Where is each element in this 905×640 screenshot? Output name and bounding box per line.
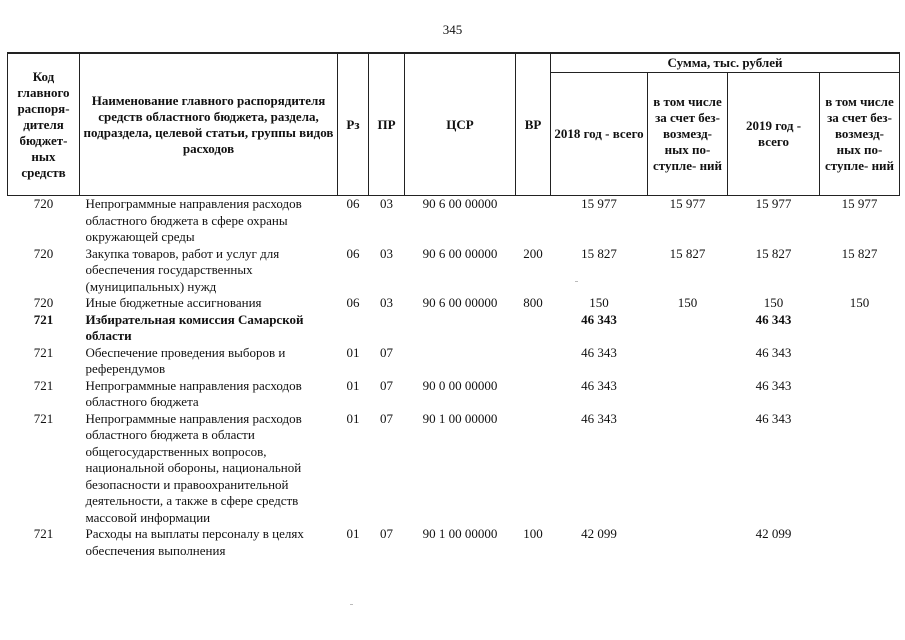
cell-s18: 46 343 <box>581 311 617 327</box>
table-row <box>8 378 900 411</box>
cell-s18: 46 343 <box>581 344 617 360</box>
cell-s19: 46 343 <box>755 377 792 393</box>
cell-rz: 01 <box>346 344 360 360</box>
cell-s19: 46 343 <box>755 311 792 327</box>
cell-rz: 01 <box>346 410 360 426</box>
cell-pr: 03 <box>380 245 393 261</box>
cell-code: 720 <box>33 196 54 211</box>
cell-b18 <box>648 312 728 345</box>
cell-b18: 150 <box>677 295 698 310</box>
cell-name: Непрограммные направления расходов областного бюджета <box>85 377 302 409</box>
header-vr: ВР <box>516 53 551 196</box>
cell-name: Непрограммные направления расходов областного бюджета в области общегосударственных вопросов, национальной обороны, национальной безопасности и правоохранительной деятельности, а также в сфере средств массовой информации <box>85 410 302 525</box>
cell-b19 <box>820 378 900 411</box>
cell-code: 721 <box>33 410 54 426</box>
page-number: 345 <box>442 22 463 37</box>
cell-csr <box>405 345 516 378</box>
cell-b19 <box>820 312 900 345</box>
cell-code: 720 <box>33 295 54 310</box>
cell-pr: 07 <box>380 410 393 426</box>
cell-code: 721 <box>33 377 54 393</box>
table-row <box>8 246 900 296</box>
cell-b19 <box>820 345 900 378</box>
cell-name: Избирательная комиссия Самарской области <box>85 311 304 343</box>
table-body <box>8 196 900 560</box>
cell-csr: 90 0 00 00000 <box>422 377 498 393</box>
cell-s18: 15 827 <box>581 245 617 261</box>
budget-table <box>7 52 900 559</box>
header-code: Код главного распоря- дителя бюджет- ных средств <box>8 53 80 196</box>
cell-vr: 200 <box>523 245 543 261</box>
cell-name: Иные бюджетные ассигнования <box>85 295 262 310</box>
cell-b18 <box>648 378 728 411</box>
cell-rz: 06 <box>346 295 360 310</box>
cell-csr <box>405 312 516 345</box>
cell-csr: 90 6 00 00000 <box>422 245 498 261</box>
header-pr: ПР <box>369 53 405 196</box>
cell-name: Закупка товаров, работ и услуг для обеспечения государственных (муниципальных) нужд <box>85 245 280 294</box>
cell-rz: 01 <box>346 526 360 541</box>
cell-s19: 15 827 <box>755 245 792 261</box>
cell-rz: 06 <box>346 196 360 211</box>
table-row <box>8 312 900 345</box>
cell-code: 721 <box>33 344 54 360</box>
header-sum-group: Сумма, тыс. рублей <box>551 53 900 73</box>
cell-vr <box>516 345 551 378</box>
cell-b18 <box>648 526 728 559</box>
cell-s18: 42 099 <box>581 526 617 541</box>
cell-b19 <box>820 411 900 527</box>
cell-pr <box>369 312 405 345</box>
cell-s18: 46 343 <box>581 377 617 393</box>
table-header <box>8 53 900 196</box>
table-row <box>8 411 900 527</box>
cell-pr: 03 <box>380 295 393 310</box>
cell-csr: 90 6 00 00000 <box>422 196 498 211</box>
cell-s19: 46 343 <box>755 410 792 426</box>
cell-csr: 90 6 00 00000 <box>422 295 498 310</box>
header-2018-free: в том числе за счет без- возмезд- ных по- ступле- ний <box>648 73 728 196</box>
header-2018-total: 2018 год - всего <box>551 73 648 196</box>
cell-rz: 01 <box>346 377 360 393</box>
cell-s19: 46 343 <box>755 344 792 360</box>
header-2019-total: 2019 год - всего <box>728 73 820 196</box>
cell-s19: 15 977 <box>755 196 792 211</box>
cell-rz <box>338 312 369 345</box>
cell-pr: 03 <box>380 196 393 211</box>
cell-vr: 100 <box>523 526 543 541</box>
cell-name: Расходы на выплаты персоналу в целях обеспечения выполнения <box>85 526 304 558</box>
cell-pr: 07 <box>380 377 393 393</box>
cell-pr: 07 <box>380 344 393 360</box>
header-2019-free: в том числе за счет без- возмезд- ных по- ступле- ний <box>820 73 900 196</box>
header-rz: Рз <box>338 53 369 196</box>
cell-vr <box>516 196 551 246</box>
cell-rz: 06 <box>346 245 360 261</box>
cell-b18 <box>648 411 728 527</box>
cell-s18: 150 <box>589 295 609 310</box>
cell-vr <box>516 378 551 411</box>
cell-b18: 15 827 <box>669 245 706 261</box>
cell-code: 721 <box>33 311 54 327</box>
cell-code: 721 <box>33 526 54 541</box>
table-row <box>8 196 900 246</box>
cell-vr <box>516 312 551 345</box>
scan-speck <box>350 604 353 605</box>
cell-s18: 15 977 <box>581 196 617 211</box>
cell-b19: 15 827 <box>841 245 878 261</box>
cell-csr: 90 1 00 00000 <box>422 526 498 541</box>
cell-name: Непрограммные направления расходов областного бюджета в сфере охраны окружающей среды <box>85 196 302 244</box>
table-row <box>8 345 900 378</box>
cell-s19: 42 099 <box>755 526 792 541</box>
cell-s19: 150 <box>763 295 784 310</box>
table-row <box>8 295 900 312</box>
header-name: Наименование главного распорядителя средств областного бюджета, раздела, подраздела, целевой статьи, группы видов расходов <box>80 53 338 196</box>
cell-b18 <box>648 345 728 378</box>
cell-b19 <box>820 526 900 559</box>
cell-s18: 46 343 <box>581 410 617 426</box>
cell-name: Обеспечение проведения выборов и референдумов <box>85 344 286 376</box>
cell-csr: 90 1 00 00000 <box>422 410 498 426</box>
cell-vr <box>516 411 551 527</box>
table-row <box>8 526 900 559</box>
cell-b19: 150 <box>849 295 870 310</box>
cell-vr: 800 <box>523 295 543 310</box>
header-csr: ЦСР <box>405 53 516 196</box>
cell-b18: 15 977 <box>669 196 706 211</box>
cell-pr: 07 <box>380 526 393 541</box>
cell-b19: 15 977 <box>841 196 878 211</box>
cell-code: 720 <box>33 245 54 261</box>
scan-speck <box>575 281 578 282</box>
